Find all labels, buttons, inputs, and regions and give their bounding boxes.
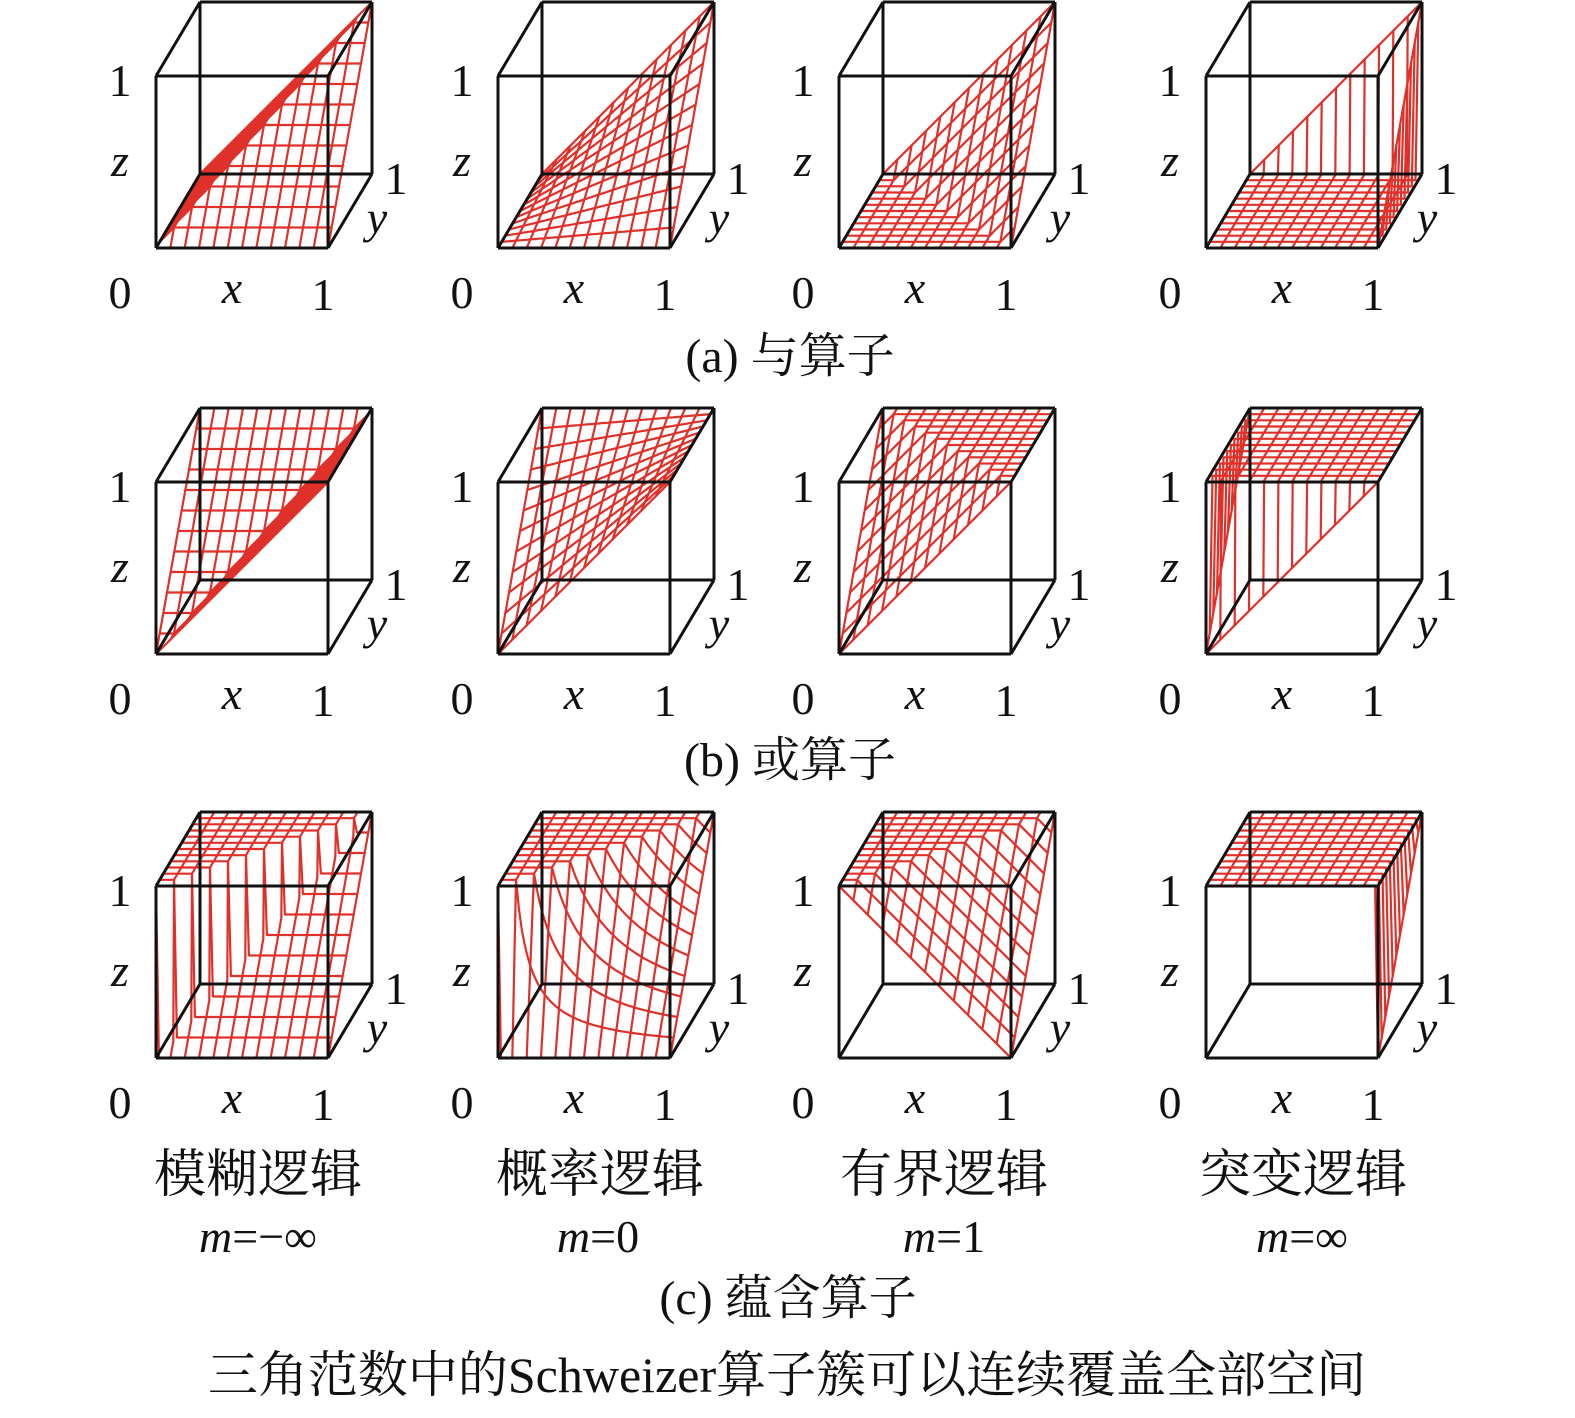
origin-zero-label: 0	[108, 267, 132, 318]
y-axis-label: y	[708, 192, 730, 243]
cube-edge	[839, 2, 883, 76]
y-axis-label: y	[366, 1002, 388, 1053]
y-axis-label: y	[708, 598, 730, 649]
surface-imp-prob-line-x	[641, 812, 685, 1058]
cube-edge	[1206, 2, 1250, 76]
cube-edge	[670, 408, 714, 482]
panel-imp-bounded	[792, 812, 1091, 1130]
surface-or-prob-line-y	[538, 414, 710, 428]
x-axis-label: x	[221, 262, 243, 313]
y-axis-label: y	[366, 192, 388, 243]
column-labels	[154, 1147, 1407, 1262]
m-value-fuzzy: m=−∞	[199, 1211, 317, 1262]
z-axis-label: z	[111, 541, 129, 592]
y-axis-label: y	[1416, 192, 1438, 243]
surface-and-bounded-line-x	[896, 117, 940, 248]
cube-edge	[1378, 580, 1422, 654]
cube-edge	[156, 174, 200, 248]
panel-imp-drastic	[1159, 812, 1458, 1130]
z-axis-label: z	[1161, 135, 1179, 186]
panel-and-fuzzy	[109, 2, 408, 320]
z-tick-one: 1	[791, 461, 815, 512]
x-tick-one: 1	[1361, 1079, 1385, 1130]
m-value-bounded: m=1	[902, 1211, 986, 1262]
x-axis-label: x	[563, 1072, 585, 1123]
origin-zero-label: 0	[108, 1077, 132, 1128]
y-tick-one: 1	[1067, 153, 1091, 204]
z-tick-one: 1	[450, 461, 474, 512]
panel-and-prob	[451, 2, 750, 320]
x-tick-one: 1	[653, 269, 677, 320]
y-axis-label: y	[366, 598, 388, 649]
logic-name-fuzzy: 模糊逻辑	[153, 1147, 363, 1204]
row-caption-implication: (c) 蕴含算子	[659, 1272, 917, 1325]
cube-edge	[498, 2, 542, 76]
surface-and-fuzzy-line-y	[178, 125, 350, 211]
y-tick-one: 1	[1067, 963, 1091, 1014]
y-tick-one: 1	[1067, 559, 1091, 610]
panel-or-drastic	[1159, 408, 1458, 726]
surface-and-drastic-line-y	[1243, 43, 1415, 186]
surface-and-drastic-line-x	[1263, 117, 1307, 248]
surface-or-prob	[498, 408, 714, 654]
surface-and-bounded-line-x	[997, 16, 1041, 248]
surface-imp-fuzzy	[156, 812, 372, 1058]
origin-zero-label: 0	[791, 673, 815, 724]
origin-zero-label: 0	[450, 1077, 474, 1128]
y-axis-label: y	[1049, 192, 1071, 243]
y-axis-label: y	[1416, 598, 1438, 649]
surface-or-drastic-line-x	[1263, 408, 1307, 597]
surface-or-bounded-line-y	[846, 470, 1018, 613]
y-tick-one: 1	[726, 153, 750, 204]
logic-name-drastic: 突变逻辑	[1198, 1147, 1408, 1204]
y-tick-one: 1	[1434, 153, 1458, 204]
origin-zero-label: 0	[108, 673, 132, 724]
cube-edge	[498, 174, 542, 248]
x-tick-one: 1	[653, 675, 677, 726]
z-tick-one: 1	[791, 55, 815, 106]
z-tick-one: 1	[108, 461, 132, 512]
z-axis-label: z	[794, 945, 812, 996]
x-axis-label: x	[904, 1072, 926, 1123]
logic-name-bounded: 有界逻辑	[839, 1147, 1049, 1204]
panel-and-bounded	[792, 2, 1091, 320]
surface-imp-bounded	[839, 812, 1055, 1058]
surface-or-bounded	[839, 408, 1055, 654]
y-axis-label: y	[1416, 1002, 1438, 1053]
surface-imp-drastic-line-y	[1213, 874, 1385, 1017]
z-axis-label: z	[453, 945, 471, 996]
panel-or-prob	[451, 408, 750, 726]
surface-and-drastic-line-x	[1306, 74, 1350, 248]
x-tick-one: 1	[1361, 675, 1385, 726]
y-tick-one: 1	[726, 963, 750, 1014]
z-tick-one: 1	[791, 865, 815, 916]
surface-and-prob-line-x	[613, 59, 657, 248]
cube-edge	[156, 984, 200, 1058]
z-tick-one: 1	[1158, 865, 1182, 916]
surface-or-fuzzy	[156, 408, 372, 654]
surface-or-drastic-line-x	[1321, 408, 1365, 539]
cube-edge	[328, 408, 372, 482]
z-tick-one: 1	[108, 55, 132, 106]
origin-zero-label: 0	[1158, 267, 1182, 318]
figure-footer-text: 三角范数中的Schweizer算子簇可以连续覆盖全部空间	[207, 1347, 1367, 1403]
z-axis-label: z	[794, 135, 812, 186]
cube-edge	[1011, 580, 1055, 654]
x-tick-one: 1	[311, 675, 335, 726]
y-tick-one: 1	[1434, 963, 1458, 1014]
surface-or-bounded-line-x	[853, 408, 897, 640]
z-axis-label: z	[453, 135, 471, 186]
z-axis-label: z	[111, 135, 129, 186]
surface-and-drastic-line-x	[1321, 59, 1365, 248]
panel-imp-prob	[451, 812, 750, 1130]
panel-grid	[109, 2, 1458, 1130]
z-axis-label: z	[111, 945, 129, 996]
cube-edge	[498, 984, 542, 1058]
surface-imp-drastic-line-y	[1206, 886, 1378, 1058]
m-value-probability: m=0	[556, 1211, 640, 1262]
surface-or-drastic-line-y	[1213, 470, 1385, 613]
x-axis-label: x	[1271, 1072, 1293, 1123]
x-tick-one: 1	[994, 1079, 1018, 1130]
z-tick-one: 1	[450, 865, 474, 916]
y-tick-one: 1	[384, 153, 408, 204]
z-axis-label: z	[794, 541, 812, 592]
x-axis-label: x	[904, 262, 926, 313]
panel-imp-fuzzy	[109, 812, 408, 1130]
y-axis-label: y	[708, 1002, 730, 1053]
x-axis-label: x	[221, 668, 243, 719]
x-tick-one: 1	[311, 1079, 335, 1130]
surface-or-drastic-line-x	[1278, 408, 1322, 582]
y-tick-one: 1	[1434, 559, 1458, 610]
surface-and-bounded	[839, 2, 1055, 248]
surface-or-bounded-line-x	[954, 408, 998, 539]
cube-edge	[156, 2, 200, 76]
z-tick-one: 1	[1158, 461, 1182, 512]
surface-imp-drastic-line-y	[1210, 880, 1382, 1038]
origin-zero-label: 0	[791, 1077, 815, 1128]
y-tick-one: 1	[384, 559, 408, 610]
cube-edge	[839, 984, 883, 1058]
z-tick-one: 1	[1158, 55, 1182, 106]
m-value-drastic: m=∞	[1256, 1211, 1348, 1262]
surface-imp-drastic	[1206, 812, 1422, 1058]
cube-edge	[670, 580, 714, 654]
y-tick-one: 1	[384, 963, 408, 1014]
x-axis-label: x	[904, 668, 926, 719]
surface-and-fuzzy	[156, 2, 372, 248]
surface-imp-prob	[498, 812, 714, 1058]
x-axis-label: x	[563, 262, 585, 313]
cube-edge	[1206, 984, 1250, 1058]
origin-zero-label: 0	[791, 267, 815, 318]
origin-zero-label: 0	[450, 267, 474, 318]
cube-edge	[328, 580, 372, 654]
row-caption-or: (b) 或算子	[684, 734, 896, 787]
surface-or-prob-line-x	[627, 408, 671, 525]
x-axis-label: x	[221, 1072, 243, 1123]
origin-zero-label: 0	[1158, 673, 1182, 724]
z-axis-label: z	[1161, 945, 1179, 996]
z-axis-label: z	[453, 541, 471, 592]
surface-and-bounded-line-x	[954, 59, 998, 248]
panel-or-bounded	[792, 408, 1091, 726]
surface-or-drastic	[1206, 408, 1422, 654]
x-tick-one: 1	[653, 1079, 677, 1130]
y-tick-one: 1	[726, 559, 750, 610]
surface-and-prob-line-x	[598, 74, 642, 248]
z-tick-one: 1	[108, 865, 132, 916]
x-tick-one: 1	[311, 269, 335, 320]
surface-or-fuzzy-line-y	[178, 445, 350, 531]
z-tick-one: 1	[450, 55, 474, 106]
x-axis-label: x	[1271, 668, 1293, 719]
origin-zero-label: 0	[1158, 1077, 1182, 1128]
panel-or-fuzzy	[109, 408, 408, 726]
surface-and-bounded-line-y	[876, 43, 1048, 186]
z-axis-label: z	[1161, 541, 1179, 592]
origin-zero-label: 0	[450, 673, 474, 724]
panel-and-drastic	[1159, 2, 1458, 320]
logic-name-probability: 概率逻辑	[495, 1147, 705, 1204]
surface-and-drastic	[1206, 2, 1422, 248]
x-axis-label: x	[1271, 262, 1293, 313]
y-axis-label: y	[1049, 598, 1071, 649]
x-tick-one: 1	[1361, 269, 1385, 320]
surface-and-prob	[498, 2, 714, 248]
row-caption-and: (a) 与算子	[685, 330, 895, 383]
y-axis-label: y	[1049, 1002, 1071, 1053]
x-tick-one: 1	[994, 269, 1018, 320]
x-axis-label: x	[563, 668, 585, 719]
surface-or-bounded-line-x	[896, 408, 940, 597]
x-tick-one: 1	[994, 675, 1018, 726]
